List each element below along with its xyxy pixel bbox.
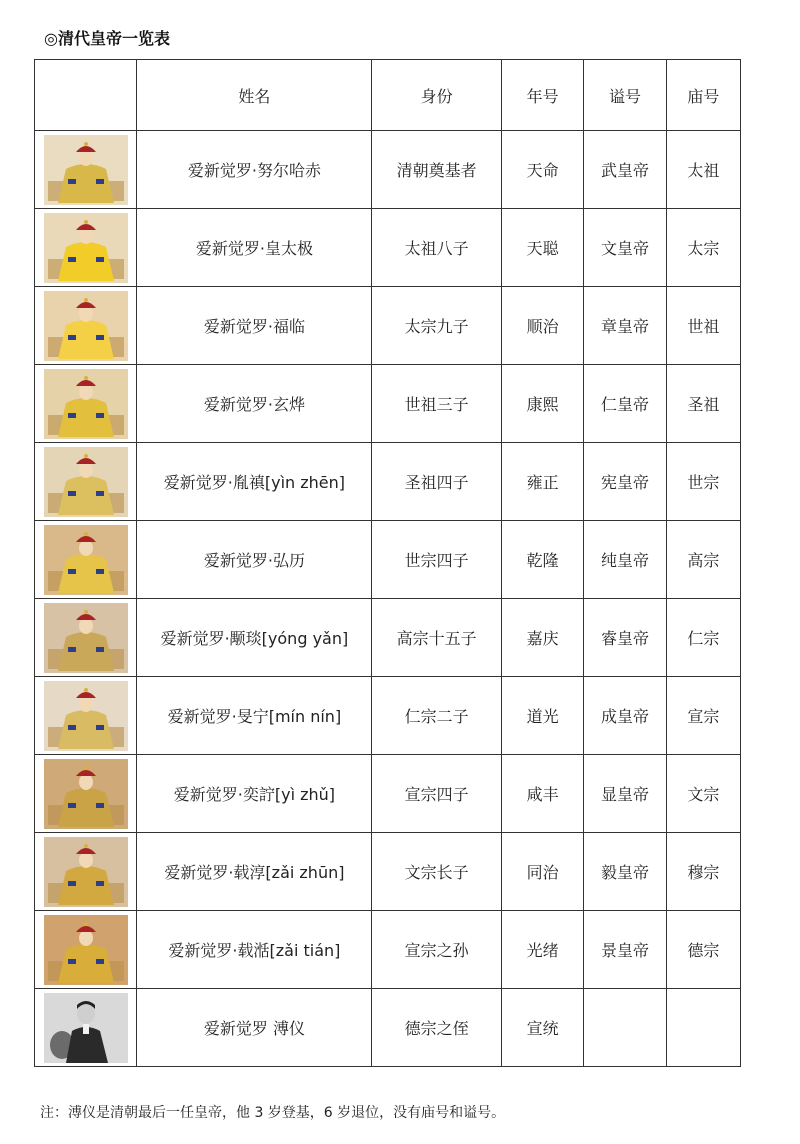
portrait-painting bbox=[44, 291, 128, 361]
portrait bbox=[44, 213, 128, 283]
portrait-cell bbox=[35, 833, 137, 911]
identity-cell: 德宗之侄 bbox=[372, 989, 502, 1067]
portrait bbox=[44, 369, 128, 439]
portrait-cell bbox=[35, 521, 137, 599]
era-cell: 嘉庆 bbox=[501, 599, 583, 677]
identity-cell: 世宗四子 bbox=[372, 521, 502, 599]
name-cell: 爱新觉罗·载淳[zǎi zhūn] bbox=[137, 833, 372, 911]
identity-cell: 仁宗二子 bbox=[372, 677, 502, 755]
posthumous-cell: 睿皇帝 bbox=[584, 599, 666, 677]
portrait-photo bbox=[44, 993, 128, 1063]
name-cell: 爱新觉罗·奕詝[yì zhǔ] bbox=[137, 755, 372, 833]
table-header-row bbox=[35, 60, 741, 131]
name-cell: 爱新觉罗·努尔哈赤 bbox=[137, 131, 372, 209]
header-portrait bbox=[35, 60, 137, 131]
table-row bbox=[35, 131, 741, 209]
name-cell: 爱新觉罗·福临 bbox=[137, 287, 372, 365]
posthumous-cell: 成皇帝 bbox=[584, 677, 666, 755]
page-title: ◎清代皇帝一览表 bbox=[44, 29, 170, 48]
portrait-cell bbox=[35, 287, 137, 365]
era-cell: 天聪 bbox=[501, 209, 583, 287]
portrait-painting bbox=[44, 135, 128, 205]
name-cell: 爱新觉罗·载湉[zǎi tián] bbox=[137, 911, 372, 989]
portrait bbox=[44, 759, 128, 829]
header-identity: 身份 bbox=[372, 60, 502, 131]
portrait bbox=[44, 525, 128, 595]
portrait-painting bbox=[44, 759, 128, 829]
table-row bbox=[35, 677, 741, 755]
identity-cell: 太宗九子 bbox=[372, 287, 502, 365]
portrait-cell bbox=[35, 911, 137, 989]
era-cell: 天命 bbox=[501, 131, 583, 209]
portrait-cell bbox=[35, 677, 137, 755]
portrait bbox=[44, 291, 128, 361]
identity-cell: 清朝奠基者 bbox=[372, 131, 502, 209]
portrait-cell bbox=[35, 755, 137, 833]
posthumous-cell: 仁皇帝 bbox=[584, 365, 666, 443]
portrait bbox=[44, 447, 128, 517]
era-cell: 顺治 bbox=[501, 287, 583, 365]
posthumous-cell: 显皇帝 bbox=[584, 755, 666, 833]
portrait bbox=[44, 603, 128, 673]
posthumous-cell: 宪皇帝 bbox=[584, 443, 666, 521]
portrait-cell bbox=[35, 131, 137, 209]
identity-cell: 太祖八子 bbox=[372, 209, 502, 287]
posthumous-cell: 武皇帝 bbox=[584, 131, 666, 209]
temple-cell: 德宗 bbox=[666, 911, 740, 989]
posthumous-cell: 毅皇帝 bbox=[584, 833, 666, 911]
footnote: 注：溥仪是清朝最后一任皇帝，他 3 岁登基，6 岁退位，没有庙号和谥号。 bbox=[40, 1105, 506, 1121]
portrait bbox=[44, 135, 128, 205]
table-row bbox=[35, 287, 741, 365]
posthumous-cell: 文皇帝 bbox=[584, 209, 666, 287]
temple-cell: 文宗 bbox=[666, 755, 740, 833]
posthumous-cell: 纯皇帝 bbox=[584, 521, 666, 599]
temple-cell: 宣宗 bbox=[666, 677, 740, 755]
portrait-painting bbox=[44, 525, 128, 595]
name-cell: 爱新觉罗·颙琰[yóng yǎn] bbox=[137, 599, 372, 677]
portrait bbox=[44, 915, 128, 985]
portrait-cell bbox=[35, 443, 137, 521]
temple-cell: 穆宗 bbox=[666, 833, 740, 911]
temple-cell: 太祖 bbox=[666, 131, 740, 209]
temple-cell: 高宗 bbox=[666, 521, 740, 599]
portrait-painting bbox=[44, 681, 128, 751]
posthumous-cell: 章皇帝 bbox=[584, 287, 666, 365]
table-row bbox=[35, 521, 741, 599]
table-row bbox=[35, 989, 741, 1067]
temple-cell: 圣祖 bbox=[666, 365, 740, 443]
table-row bbox=[35, 443, 741, 521]
portrait bbox=[44, 837, 128, 907]
table-row bbox=[35, 599, 741, 677]
name-cell: 爱新觉罗·玄烨 bbox=[137, 365, 372, 443]
portrait bbox=[44, 681, 128, 751]
header-era: 年号 bbox=[501, 60, 583, 131]
table-row bbox=[35, 209, 741, 287]
temple-cell: 太宗 bbox=[666, 209, 740, 287]
table-row bbox=[35, 755, 741, 833]
temple-cell bbox=[666, 989, 740, 1067]
posthumous-cell: 景皇帝 bbox=[584, 911, 666, 989]
posthumous-cell bbox=[584, 989, 666, 1067]
portrait-cell bbox=[35, 209, 137, 287]
identity-cell: 高宗十五子 bbox=[372, 599, 502, 677]
header-name: 姓名 bbox=[137, 60, 372, 131]
portrait-painting bbox=[44, 837, 128, 907]
portrait-painting bbox=[44, 603, 128, 673]
name-cell: 爱新觉罗·旻宁[mín nín] bbox=[137, 677, 372, 755]
identity-cell: 宣宗之孙 bbox=[372, 911, 502, 989]
header-temple: 庙号 bbox=[666, 60, 740, 131]
era-cell: 康熙 bbox=[501, 365, 583, 443]
portrait bbox=[44, 993, 128, 1063]
era-cell: 宣统 bbox=[501, 989, 583, 1067]
identity-cell: 文宗长子 bbox=[372, 833, 502, 911]
table-body bbox=[35, 131, 741, 1067]
portrait-painting bbox=[44, 369, 128, 439]
identity-cell: 圣祖四子 bbox=[372, 443, 502, 521]
portrait-painting bbox=[44, 915, 128, 985]
temple-cell: 世宗 bbox=[666, 443, 740, 521]
temple-cell: 仁宗 bbox=[666, 599, 740, 677]
table-row bbox=[35, 911, 741, 989]
era-cell: 雍正 bbox=[501, 443, 583, 521]
era-cell: 咸丰 bbox=[501, 755, 583, 833]
era-cell: 道光 bbox=[501, 677, 583, 755]
identity-cell: 世祖三子 bbox=[372, 365, 502, 443]
era-cell: 光绪 bbox=[501, 911, 583, 989]
emperor-table bbox=[34, 59, 741, 1067]
table-row bbox=[35, 365, 741, 443]
identity-cell: 宣宗四子 bbox=[372, 755, 502, 833]
temple-cell: 世祖 bbox=[666, 287, 740, 365]
name-cell: 爱新觉罗·皇太极 bbox=[137, 209, 372, 287]
table-row bbox=[35, 833, 741, 911]
era-cell: 乾隆 bbox=[501, 521, 583, 599]
header-posthumous: 谥号 bbox=[584, 60, 666, 131]
portrait-painting bbox=[44, 447, 128, 517]
portrait-cell bbox=[35, 989, 137, 1067]
name-cell: 爱新觉罗·弘历 bbox=[137, 521, 372, 599]
name-cell: 爱新觉罗 溥仪 bbox=[137, 989, 372, 1067]
era-cell: 同治 bbox=[501, 833, 583, 911]
portrait-cell bbox=[35, 365, 137, 443]
name-cell: 爱新觉罗·胤禛[yìn zhēn] bbox=[137, 443, 372, 521]
portrait-cell bbox=[35, 599, 137, 677]
portrait-painting bbox=[44, 213, 128, 283]
